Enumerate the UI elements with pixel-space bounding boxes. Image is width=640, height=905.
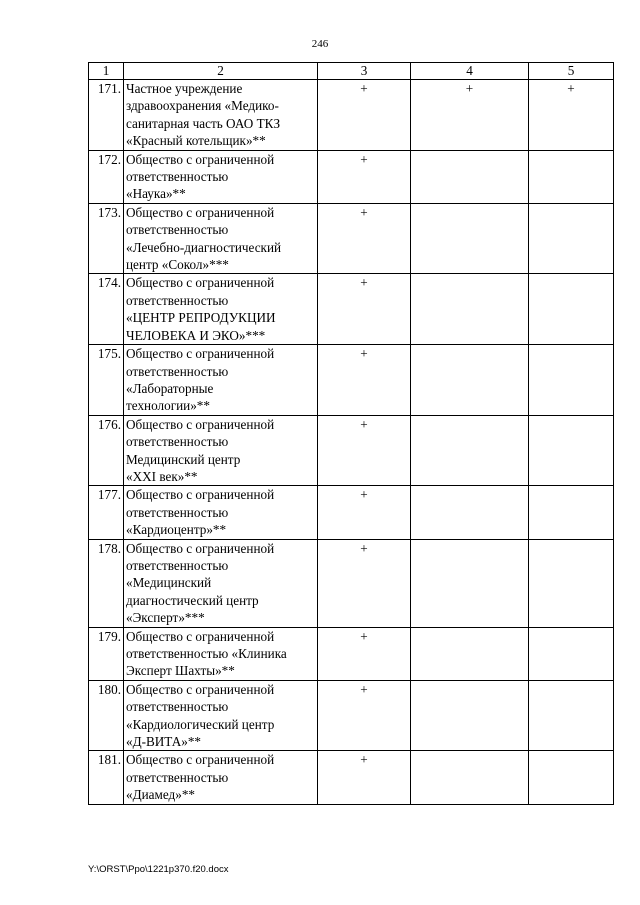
organization-name-cell: Частное учреждение здравоохранения «Медико- санитарная часть ОАО ТКЗ «Красный котельщик»** xyxy=(124,80,318,151)
row-number-cell: 171. xyxy=(89,80,124,151)
column-3-mark-cell: + xyxy=(318,539,411,627)
row-number-cell: 173. xyxy=(89,203,124,274)
column-3-mark-cell: + xyxy=(318,486,411,539)
row-number-cell: 180. xyxy=(89,680,124,751)
row-number-cell: 175. xyxy=(89,345,124,416)
column-3-mark-cell: + xyxy=(318,751,411,804)
organization-name-cell: Общество с ограниченной ответственностью «Кардиологический центр «Д-ВИТА»** xyxy=(124,680,318,751)
table-row xyxy=(89,203,614,274)
column-5-mark-cell xyxy=(529,627,614,680)
table-row xyxy=(89,150,614,203)
column-4-mark-cell xyxy=(411,539,529,627)
table-row xyxy=(89,415,614,486)
column-4-mark-cell xyxy=(411,627,529,680)
column-3-mark-cell: + xyxy=(318,150,411,203)
column-4-mark-cell xyxy=(411,274,529,345)
column-5-mark-cell xyxy=(529,680,614,751)
table-row xyxy=(89,680,614,751)
column-4-mark-cell xyxy=(411,345,529,416)
row-number-cell: 176. xyxy=(89,415,124,486)
column-4-mark-cell xyxy=(411,150,529,203)
column-4-mark-cell xyxy=(411,203,529,274)
column-5-mark-cell xyxy=(529,345,614,416)
column-3-mark-cell: + xyxy=(318,345,411,416)
organization-name-cell: Общество с ограниченной ответственностью «ЦЕНТР РЕПРОДУКЦИИ ЧЕЛОВЕКА И ЭКО»*** xyxy=(124,274,318,345)
column-4-mark-cell xyxy=(411,751,529,804)
column-3-mark-cell: + xyxy=(318,274,411,345)
column-5-mark-cell xyxy=(529,751,614,804)
column-5-mark-cell xyxy=(529,539,614,627)
column-3-mark-cell: + xyxy=(318,627,411,680)
table-row xyxy=(89,80,614,151)
organization-name-cell: Общество с ограниченной ответственностью «Лечебно-диагностический центр «Сокол»*** xyxy=(124,203,318,274)
header-col-1: 1 xyxy=(89,63,124,80)
page-number: 246 xyxy=(311,38,329,50)
row-number-cell: 178. xyxy=(89,539,124,627)
header-col-3: 3 xyxy=(318,63,411,80)
table-row xyxy=(89,486,614,539)
header-col-4: 4 xyxy=(411,63,529,80)
column-3-mark-cell: + xyxy=(318,680,411,751)
table-body xyxy=(89,80,614,805)
header-col-2: 2 xyxy=(124,63,318,80)
organization-name-cell: Общество с ограниченной ответственностью «Лабораторные технологии»** xyxy=(124,345,318,416)
table-row xyxy=(89,345,614,416)
organization-name-cell: Общество с ограниченной ответственностью Медицинский центр «XXI век»** xyxy=(124,415,318,486)
row-number-cell: 172. xyxy=(89,150,124,203)
row-number-cell: 179. xyxy=(89,627,124,680)
table-row xyxy=(89,751,614,804)
column-3-mark-cell: + xyxy=(318,415,411,486)
table-row xyxy=(89,539,614,627)
table-row xyxy=(89,627,614,680)
header-col-5: 5 xyxy=(529,63,614,80)
column-5-mark-cell xyxy=(529,415,614,486)
organization-name-cell: Общество с ограниченной ответственностью «Диамед»** xyxy=(124,751,318,804)
column-4-mark-cell: + xyxy=(411,80,529,151)
column-5-mark-cell xyxy=(529,486,614,539)
organization-name-cell: Общество с ограниченной ответственностью «Клиника Эксперт Шахты»** xyxy=(124,627,318,680)
file-path-footer: Y:\ORST\Ppo\1221p370.f20.docx xyxy=(88,864,229,875)
document-table xyxy=(88,62,614,805)
row-number-cell: 174. xyxy=(89,274,124,345)
column-3-mark-cell: + xyxy=(318,203,411,274)
row-number-cell: 177. xyxy=(89,486,124,539)
organization-name-cell: Общество с ограниченной ответственностью «Кардиоцентр»** xyxy=(124,486,318,539)
row-number-cell: 181. xyxy=(89,751,124,804)
header-row xyxy=(89,63,614,80)
column-3-mark-cell: + xyxy=(318,80,411,151)
column-4-mark-cell xyxy=(411,680,529,751)
column-5-mark-cell xyxy=(529,274,614,345)
column-5-mark-cell xyxy=(529,150,614,203)
organization-name-cell: Общество с ограниченной ответственностью «Медицинский диагностический центр «Эксперт»*** xyxy=(124,539,318,627)
column-4-mark-cell xyxy=(411,415,529,486)
table-row xyxy=(89,274,614,345)
column-4-mark-cell xyxy=(411,486,529,539)
column-5-mark-cell: + xyxy=(529,80,614,151)
column-5-mark-cell xyxy=(529,203,614,274)
organization-name-cell: Общество с ограниченной ответственностью «Наука»** xyxy=(124,150,318,203)
